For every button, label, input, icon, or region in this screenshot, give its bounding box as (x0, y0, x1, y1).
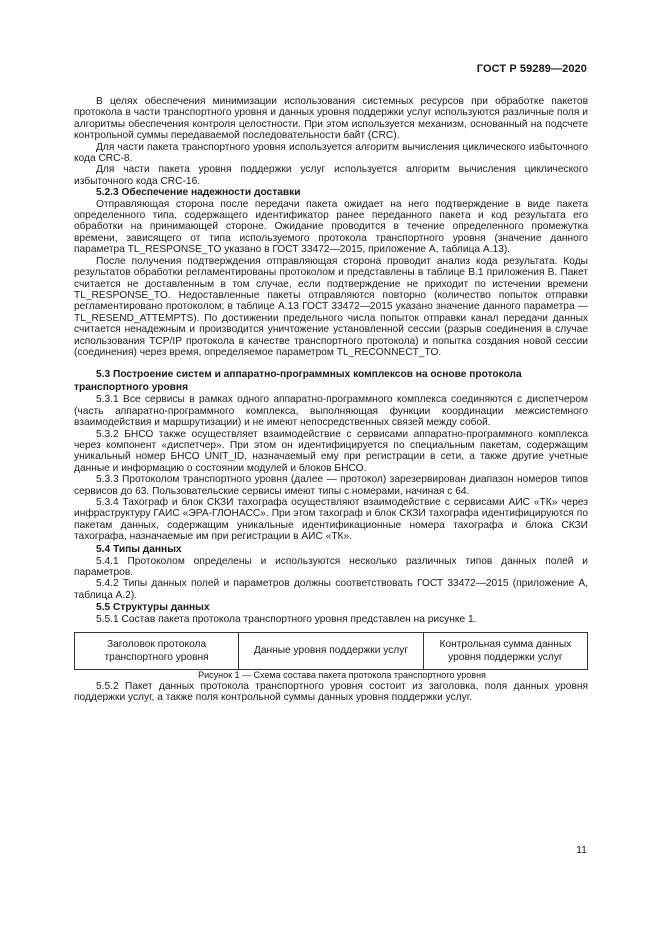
paragraph: 5.3.2 БНСО также осуществляет взаимодействие с сервисами аппаратно-программного комплекса через компонент «диспетчер». При этом он идентифицируется по специальным пакетам, содержащим уникальный номер БНСО UNIT_ID, назначаемый ему при регистрации в сети, а также другие учетные данные и информацию о состоянии модулей и блоков БНСО. (74, 428, 588, 474)
paragraph: 5.4.2 Типы данных полей и параметров должны соответствовать ГОСТ 33472—2015 (приложение А, таблица А.2). (74, 578, 588, 601)
paragraph: 5.5.1 Состав пакета протокола транспортного уровня представлен на рисунке 1. (96, 614, 477, 626)
subsection-heading-5-2-3: 5.2.3 Обеспечение надежности доставки (96, 187, 301, 199)
paragraph: Для части пакета уровня поддержки услуг используется алгоритм вычисления циклического избыточного кода CRC-16. (74, 164, 588, 187)
figure-cell-data: Данные уровня поддержки услуг (239, 632, 424, 669)
paragraph: 5.3.3 Протоколом транспортного уровня (далее — протокол) зарезервирован диапазон номеров типов сервисов до 63. Пользовательские сервисы имеют типы с номерами, начиная с 64. (74, 474, 588, 497)
page-number: 11 (576, 844, 587, 856)
paragraph: Отправляющая сторона после передачи пакета ожидает на него подтверждение в виде пакета определенного типа, содержащего идентификатор ранее переданного пакета и код результата его обработки на принимающей стороне. Ожидание проводится в течение определенного промежутка времени, зависящего от типа используемого протокола транспортного уровня (значение данного параметра TL_RESPONSE_TO указано в ГОСТ 33472—2015, приложение А, таблица А.13). (74, 198, 588, 256)
section-heading-5-3: 5.3 Построение систем и аппаратно-программных комплексов на основе протокола транспортного уровня (74, 369, 522, 394)
section-heading-5-4: 5.4 Типы данных (96, 543, 182, 555)
figure-row (75, 632, 588, 669)
paragraph: 5.3.1 Все сервисы в рамках одного аппаратно-программного комплекса соединяются с диспетчером (часть аппаратно-программного комплекса, выполняющая функции координации межсистемного взаимодействия и маршрутизации) и не имеют непосредственных связей между собой. (74, 394, 588, 429)
paragraph: В целях обеспечения минимизации использования системных ресурсов при обработке пакетов протокола в части транспортного уровня и данных уровня поддержки услуг используются различные поля и алгоритмы обеспечения контроля целостности. При этом используется механизм, основанный на подсчете контрольной суммы передаваемой последовательности байт (CRC). (74, 96, 588, 142)
figure-cell-header: Заголовок протокола транспортного уровня (75, 632, 239, 669)
paragraph: 5.3.4 Тахограф и блок СКЗИ тахографа осуществляют взаимодействие с сервисами АИС «ТК» через инфраструктуру ГАИС «ЭРА-ГЛОНАСС». При этом тахограф и блок СКЗИ тахографа идентифицируются по пакетам данных, содержащим уникальные идентификационные номера тахографа и блока СКЗИ тахографа, назначаемые им при регистрации в АИС «ТК». (74, 497, 588, 543)
paragraph: После получения подтверждения отправляющая сторона проводит анализ кода результата. Коды результатов обработки регламентированы протоколом и представлены в таблице В.1 приложения В. Пакет считается не доставленным в том случае, если подтверждение не приходит по истечении времени TL_RESPONSE_TO. Недоставленные пакеты отправляются повторно (количество попыток отправки регламентировано протоколом; в таблице А.13 ГОСТ 33472—2015 указано значение данного параметра — TL_RESEND_ATTEMPTS). По достижении предельного числа попыток отправки канал передачи данных считается ненадежным и производится уничтожение установленной сессии (разрыв соединения в случае использования TCP/IP протокола в качестве транспортного протокола) и попытка создания новой сессии (соединения) через время, определяемое параметром TL_RECONNECT_TO. (74, 255, 588, 358)
document-id-header: ГОСТ Р 59289—2020 (476, 63, 587, 75)
document-body (74, 96, 588, 704)
figure-caption: Рисунок 1 — Схема состава пакета протокола транспортного уровня (198, 669, 486, 680)
paragraph: 5.5.2 Пакет данных протокола транспортного уровня состоит из заголовка, поля данных уровня поддержки услуг, а также поля контрольной суммы данных уровня поддержки услуг. (74, 681, 588, 704)
packet-structure-figure (74, 632, 588, 670)
paragraph: Для части пакета транспортного уровня используется алгоритм вычисления циклического избыточного кода CRC-8. (74, 141, 588, 165)
section-heading-5-5: 5.5 Структуры данных (96, 602, 210, 614)
paragraph: 5.4.1 Протоколом определены и используются несколько различных типов данных полей и параметров. (74, 555, 588, 579)
figure-cell-checksum: Контрольная сумма данных уровня поддержки услуг (423, 632, 587, 669)
